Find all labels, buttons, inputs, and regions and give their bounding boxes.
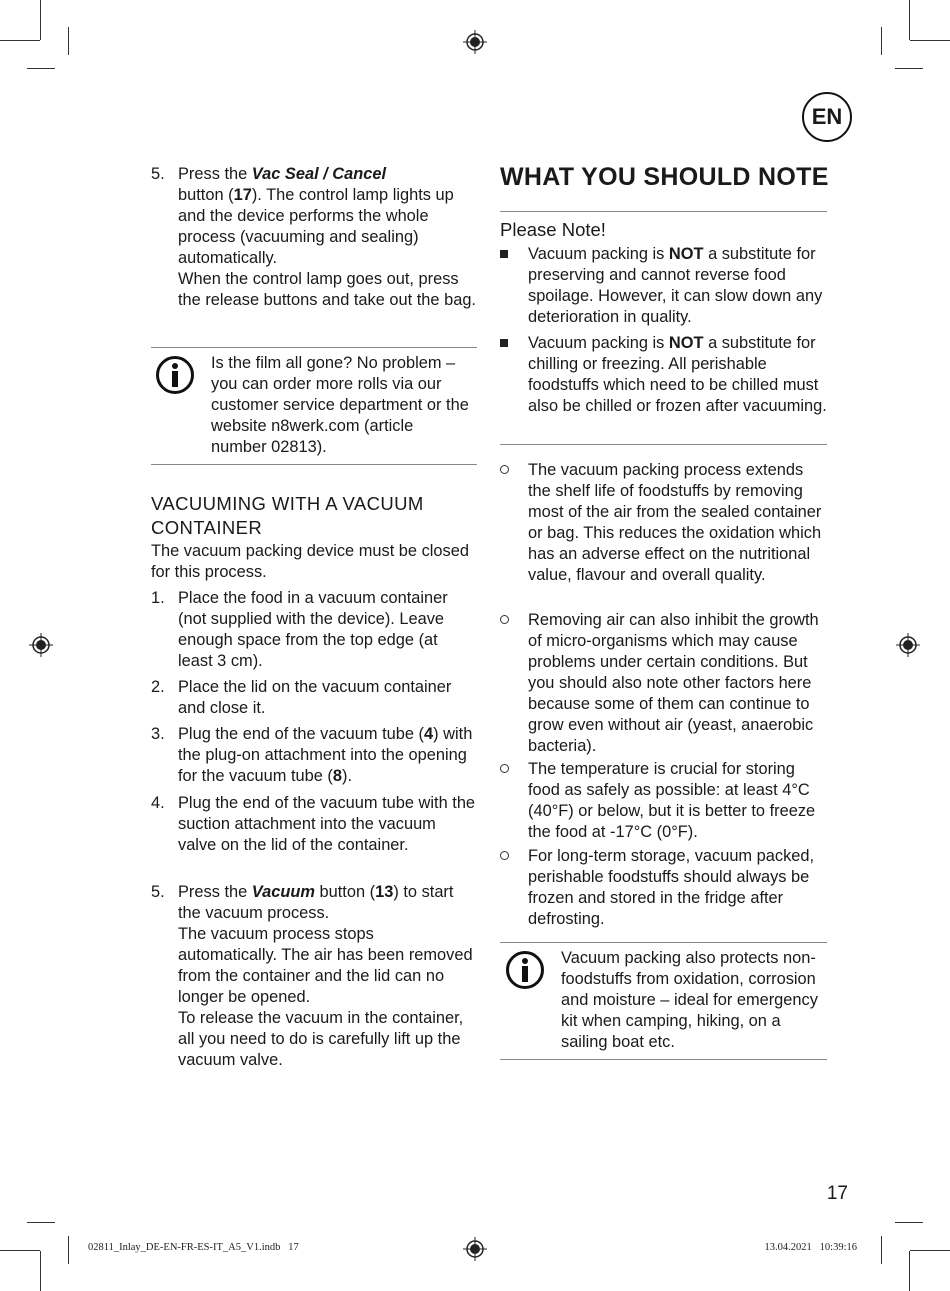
divider — [151, 464, 477, 465]
square-bullet-icon — [500, 250, 508, 258]
list-item — [500, 244, 828, 328]
part-reference: 4 — [424, 725, 434, 743]
step-text: The vacuum process stops automatically. The air has been removed from the container and the lid can no longer be opened. — [178, 925, 473, 1006]
button-name: Vacuum — [251, 883, 315, 901]
part-reference: 8 — [332, 767, 343, 785]
step-number: 5. — [151, 165, 165, 183]
registration-mark-icon — [463, 1237, 487, 1261]
step-text: Place the lid on the vacuum container and close it. — [178, 678, 452, 717]
list-item — [500, 610, 828, 757]
square-bullet-icon — [500, 339, 508, 347]
bullet-text: The vacuum packing process extends the shelf life of foodstuffs by removing most of the air from the sealed container or bag. This reduces the oxidation which has an adverse effect on the nutritional value, flavour and overall quality. — [528, 461, 822, 584]
circle-bullet-icon — [500, 465, 509, 474]
note-emphasis: NOT — [668, 334, 704, 352]
divider — [500, 211, 827, 212]
note-text: a substitute for preserving and cannot reverse food spoilage. However, it can slow down any deterioration in quality. — [528, 245, 823, 326]
step-text: When the control lamp goes out, press the release buttons and take out the bag. — [178, 270, 476, 309]
info-note-non-food: Vacuum packing also protects non-foodstuffs from oxidation, corrosion and moisture – ideal for emergency kit when camping, hiking, on a sailing boat etc. — [561, 949, 818, 1051]
button-name: Vac Seal / Cancel — [251, 165, 387, 183]
registration-mark-icon — [896, 633, 920, 657]
list-item — [500, 333, 828, 417]
step-text: ). The control lamp lights up and the device performs the whole process (vacuuming and sealing) automatically. — [178, 186, 454, 267]
step-text: Place the food in a vacuum container (not supplied with the device). Leave enough space from the top edge (at least 3 cm). — [178, 589, 448, 670]
step-text: Press the — [178, 883, 252, 901]
section-intro: The vacuum packing device must be closed for this process. — [151, 542, 469, 581]
step-text: button ( — [178, 186, 234, 204]
step-text: Plug the end of the vacuum tube ( — [178, 725, 425, 743]
part-reference: 17 — [233, 186, 252, 204]
part-reference: 13 — [375, 883, 394, 901]
note-text: Vacuum packing is — [528, 334, 669, 352]
bullet-text: For long-term storage, vacuum packed, perishable foodstuffs should always be frozen and stored in the fridge after defrosting. — [528, 847, 815, 928]
divider — [500, 942, 827, 943]
list-item — [151, 588, 476, 672]
circle-bullet-icon — [500, 764, 509, 773]
step-text: ). — [342, 767, 353, 785]
step-number: 1. — [151, 589, 165, 607]
circle-bullet-icon — [500, 615, 509, 624]
step-number: 5. — [151, 883, 165, 901]
language-badge-label: EN — [811, 104, 843, 129]
info-note-film: Is the film all gone? No problem – you can order more rolls via our customer service department or the website n8werk.com (article number 02813). — [211, 354, 469, 456]
footer-timestamp: 13.04.2021 10:39:16 — [764, 1242, 857, 1253]
bullet-text: Removing air can also inhibit the growth of micro-organisms which may cause problems under certain conditions. But you should also note other factors here because some of them can continue to grow even without air (yeast, anaerobic bacteria). — [528, 611, 819, 755]
page-number: 17 — [826, 1183, 848, 1204]
note-text: a substitute for chilling or freezing. All perishable foodstuffs which need to be chilled must also be chilled or frozen after vacuuming. — [528, 334, 827, 415]
step-number: 4. — [151, 794, 165, 812]
step-5-vac-seal — [151, 164, 476, 311]
step-text: ) to start the vacuum process. — [178, 883, 454, 922]
list-item — [500, 759, 828, 843]
language-badge — [802, 92, 852, 142]
note-text: Vacuum packing is — [528, 245, 669, 263]
registration-mark-icon — [463, 30, 487, 54]
step-text: Plug the end of the vacuum tube with the suction attachment into the vacuum valve on the lid of the container. — [178, 794, 476, 854]
section-heading: VACUUMING WITH A VACUUM CONTAINER — [151, 493, 424, 538]
list-item — [151, 793, 476, 856]
page-title: WHAT YOU SHOULD NOTE — [500, 163, 829, 191]
list-item — [151, 882, 476, 1071]
note-title: Please Note! — [500, 219, 606, 240]
info-icon — [155, 355, 195, 395]
note-emphasis: NOT — [668, 245, 704, 263]
bullet-text: The temperature is crucial for storing food as safely as possible: at least 4°C (40°F) or below, but it is better to freeze the food at -17°C (0°F). — [528, 760, 816, 841]
registration-mark-icon — [29, 633, 53, 657]
list-item — [151, 724, 476, 787]
footer-file-name: 02811_Inlay_DE-EN-FR-ES-IT_A5_V1.indb 17 — [88, 1242, 299, 1253]
info-icon — [505, 950, 545, 990]
step-text: button ( — [314, 883, 376, 901]
step-number: 3. — [151, 725, 165, 743]
step-number: 2. — [151, 678, 165, 696]
list-item — [500, 846, 828, 930]
step-text: Press the — [178, 165, 252, 183]
divider — [500, 444, 827, 445]
circle-bullet-icon — [500, 851, 509, 860]
list-item — [151, 677, 476, 719]
divider — [151, 347, 477, 348]
step-text: ) with the plug-on attachment into the opening for the vacuum tube ( — [178, 725, 473, 785]
step-text: To release the vacuum in the container, all you need to do is carefully lift up the vacuum valve. — [178, 1009, 464, 1069]
list-item — [500, 460, 828, 586]
divider — [500, 1059, 827, 1060]
